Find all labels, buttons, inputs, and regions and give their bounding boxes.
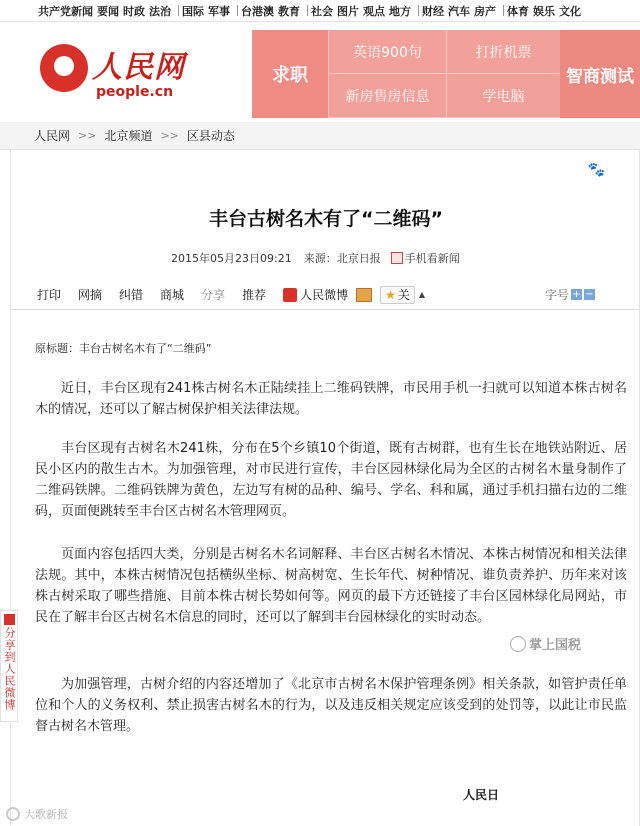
nav-separator (503, 5, 504, 16)
article-paragraph: 丰台区现有古树名木241株，分布在5个乡镇10个街道，既有古树群，也有生长在地铁站附近、居民小区内的散生古木。为加强管理，对市民进行宣传，丰台区园林绿化局为全区的古树名木量身制作了二维码铁牌。二维码铁牌为黄色，左边写有树的品种、编号、学名、科和属，通过手机扫描右边的二维码，页面便跳转至丰台区古树名木管理网页。 (35, 441, 627, 519)
breadcrumb (0, 122, 640, 150)
ad-link[interactable]: 英语900句 (328, 30, 446, 74)
nav-group (38, 3, 175, 19)
breadcrumb-item[interactable]: 区县动态 (186, 129, 235, 143)
side-share-widget[interactable] (0, 610, 18, 722)
mobile-news-link[interactable] (391, 250, 460, 266)
nav-link[interactable]: 军事 (208, 4, 230, 18)
logo-text-cn: 人民网 (92, 50, 185, 85)
nav-separator (307, 5, 308, 16)
wechat-logo-icon (510, 636, 526, 652)
article-meta (171, 250, 460, 266)
font-increase-button[interactable]: + (572, 289, 581, 300)
article-title: 丰台古树名木有了“二维码” (209, 208, 443, 230)
ad-iq-test-link[interactable]: 智商测试 (560, 30, 640, 118)
side-share-label: 分享到人民微博 (3, 627, 16, 711)
nav-link[interactable]: 房产 (474, 4, 496, 18)
editor-signature: 人民日 (463, 788, 500, 802)
watermark-left-text: 大歌新报 (24, 808, 68, 821)
people-logo[interactable] (40, 42, 190, 112)
breadcrumb-item[interactable]: 北京频道 (104, 129, 153, 143)
weibo-icon (283, 288, 297, 302)
nav-link[interactable]: 教育 (278, 4, 300, 18)
nav-group (311, 3, 415, 19)
mobile-icon (391, 252, 403, 264)
recommend-label: 推荐 (242, 288, 267, 302)
bookmark-link[interactable]: 网摘 (78, 288, 103, 302)
breadcrumb-item[interactable]: 人民网 (34, 129, 71, 143)
nav-group (507, 3, 585, 19)
nav-link[interactable]: 共产党新闻 (38, 4, 93, 18)
breadcrumb-separator-icon: >> (78, 129, 97, 142)
article-paragraph: 页面内容包括四大类，分别是古树名木名词解释、丰台区古树名木情况、本株古树情况和相关法律法规。其中，本株古树情况包括横纵坐标、树高树宽、生长年代、树种情况、谁负责养护、历年来对该株古树采取了哪些措施、目前本株古树长势如何等。网页的最下方还链接了丰台区园林绿化局网站，市民在了解丰台区古树名木信息的同时，还可以了解到丰台园林绿化的实时动态。 (35, 547, 627, 625)
article-container (10, 150, 640, 826)
weibo-share-button[interactable] (283, 286, 348, 303)
nav-link[interactable]: 社会 (311, 4, 333, 18)
logo-ring-icon (6, 807, 20, 821)
top-nav (0, 0, 640, 22)
ad-link[interactable]: 学电脑 (446, 74, 560, 118)
publish-date: 2015年05月23日09:21 (171, 252, 292, 265)
watermark-left (6, 806, 68, 822)
mall-link[interactable]: 商城 (160, 288, 185, 302)
weibo-icon (4, 614, 15, 625)
follow-label: 关 (397, 288, 410, 302)
paw-icon[interactable]: 🐾 (587, 162, 605, 178)
nav-group (182, 3, 234, 19)
nav-separator (178, 5, 179, 16)
nav-link[interactable]: 汽车 (448, 4, 470, 18)
font-size-control (545, 286, 595, 303)
share-label: 分享 (201, 288, 226, 302)
font-size-label: 字号 (544, 288, 569, 302)
follow-button[interactable] (380, 286, 415, 304)
article-source: 来源：北京日报 (303, 252, 381, 265)
watermark-right-text: 掌上国税 (529, 638, 582, 653)
nav-link[interactable]: 图片 (337, 4, 359, 18)
logo-emblem-icon (40, 44, 88, 92)
ad-job-link[interactable]: 求职 (252, 30, 328, 118)
watermark-right (510, 634, 581, 653)
ad-banner (252, 30, 640, 118)
nav-separator (237, 5, 238, 16)
nav-group (422, 3, 500, 19)
site-header (0, 22, 640, 122)
nav-link[interactable]: 时政 (123, 4, 145, 18)
nav-link[interactable]: 文化 (559, 4, 581, 18)
nav-link[interactable]: 观点 (363, 4, 385, 18)
star-icon: ★ (385, 287, 396, 302)
breadcrumb-separator-icon: >> (160, 129, 179, 142)
weibo-label: 人民微博 (300, 288, 349, 302)
ad-link[interactable]: 新房售房信息 (328, 74, 446, 118)
article-paragraph: 近日，丰台区现有241株古树名木正陆续挂上二维码铁牌，市民用手机一扫就可以知道本株古树名木的情况，还可以了解古树保护相关法律法规。 (35, 381, 627, 417)
nav-link[interactable]: 台港澳 (241, 4, 274, 18)
print-link[interactable]: 打印 (37, 288, 62, 302)
ad-link[interactable]: 打折机票 (446, 30, 560, 74)
nav-link[interactable]: 地方 (389, 4, 411, 18)
original-title: 原标题：丰台古树名木有了“二维码” (35, 342, 212, 355)
nav-link[interactable]: 娱乐 (533, 4, 555, 18)
chevron-up-icon[interactable]: ▲ (418, 290, 426, 299)
font-decrease-button[interactable]: − (585, 289, 594, 300)
nav-link[interactable]: 体育 (507, 4, 529, 18)
ad-grid (328, 30, 560, 118)
logo-text-en: people.cn (96, 84, 174, 100)
nav-link[interactable]: 财经 (422, 4, 444, 18)
article-paragraph: 为加强管理，古树介绍的内容还增加了《北京市古树名木保护管理条例》相关条款，如管护责任单位和个人的义务权利、禁止损害古树名木的行为，以及违反相关规定应该受到的处罚等，以此让市民监督古树名木管理。 (35, 677, 627, 734)
nav-link[interactable]: 要闻 (97, 4, 119, 18)
share-icon[interactable] (356, 288, 372, 302)
correction-link[interactable]: 纠错 (119, 288, 144, 302)
nav-link[interactable]: 法治 (149, 4, 171, 18)
nav-group (241, 3, 304, 19)
article-toolbar (11, 280, 640, 310)
nav-link[interactable]: 国际 (182, 4, 204, 18)
nav-separator (418, 5, 419, 16)
mobile-news-label: 手机看新闻 (404, 252, 460, 265)
